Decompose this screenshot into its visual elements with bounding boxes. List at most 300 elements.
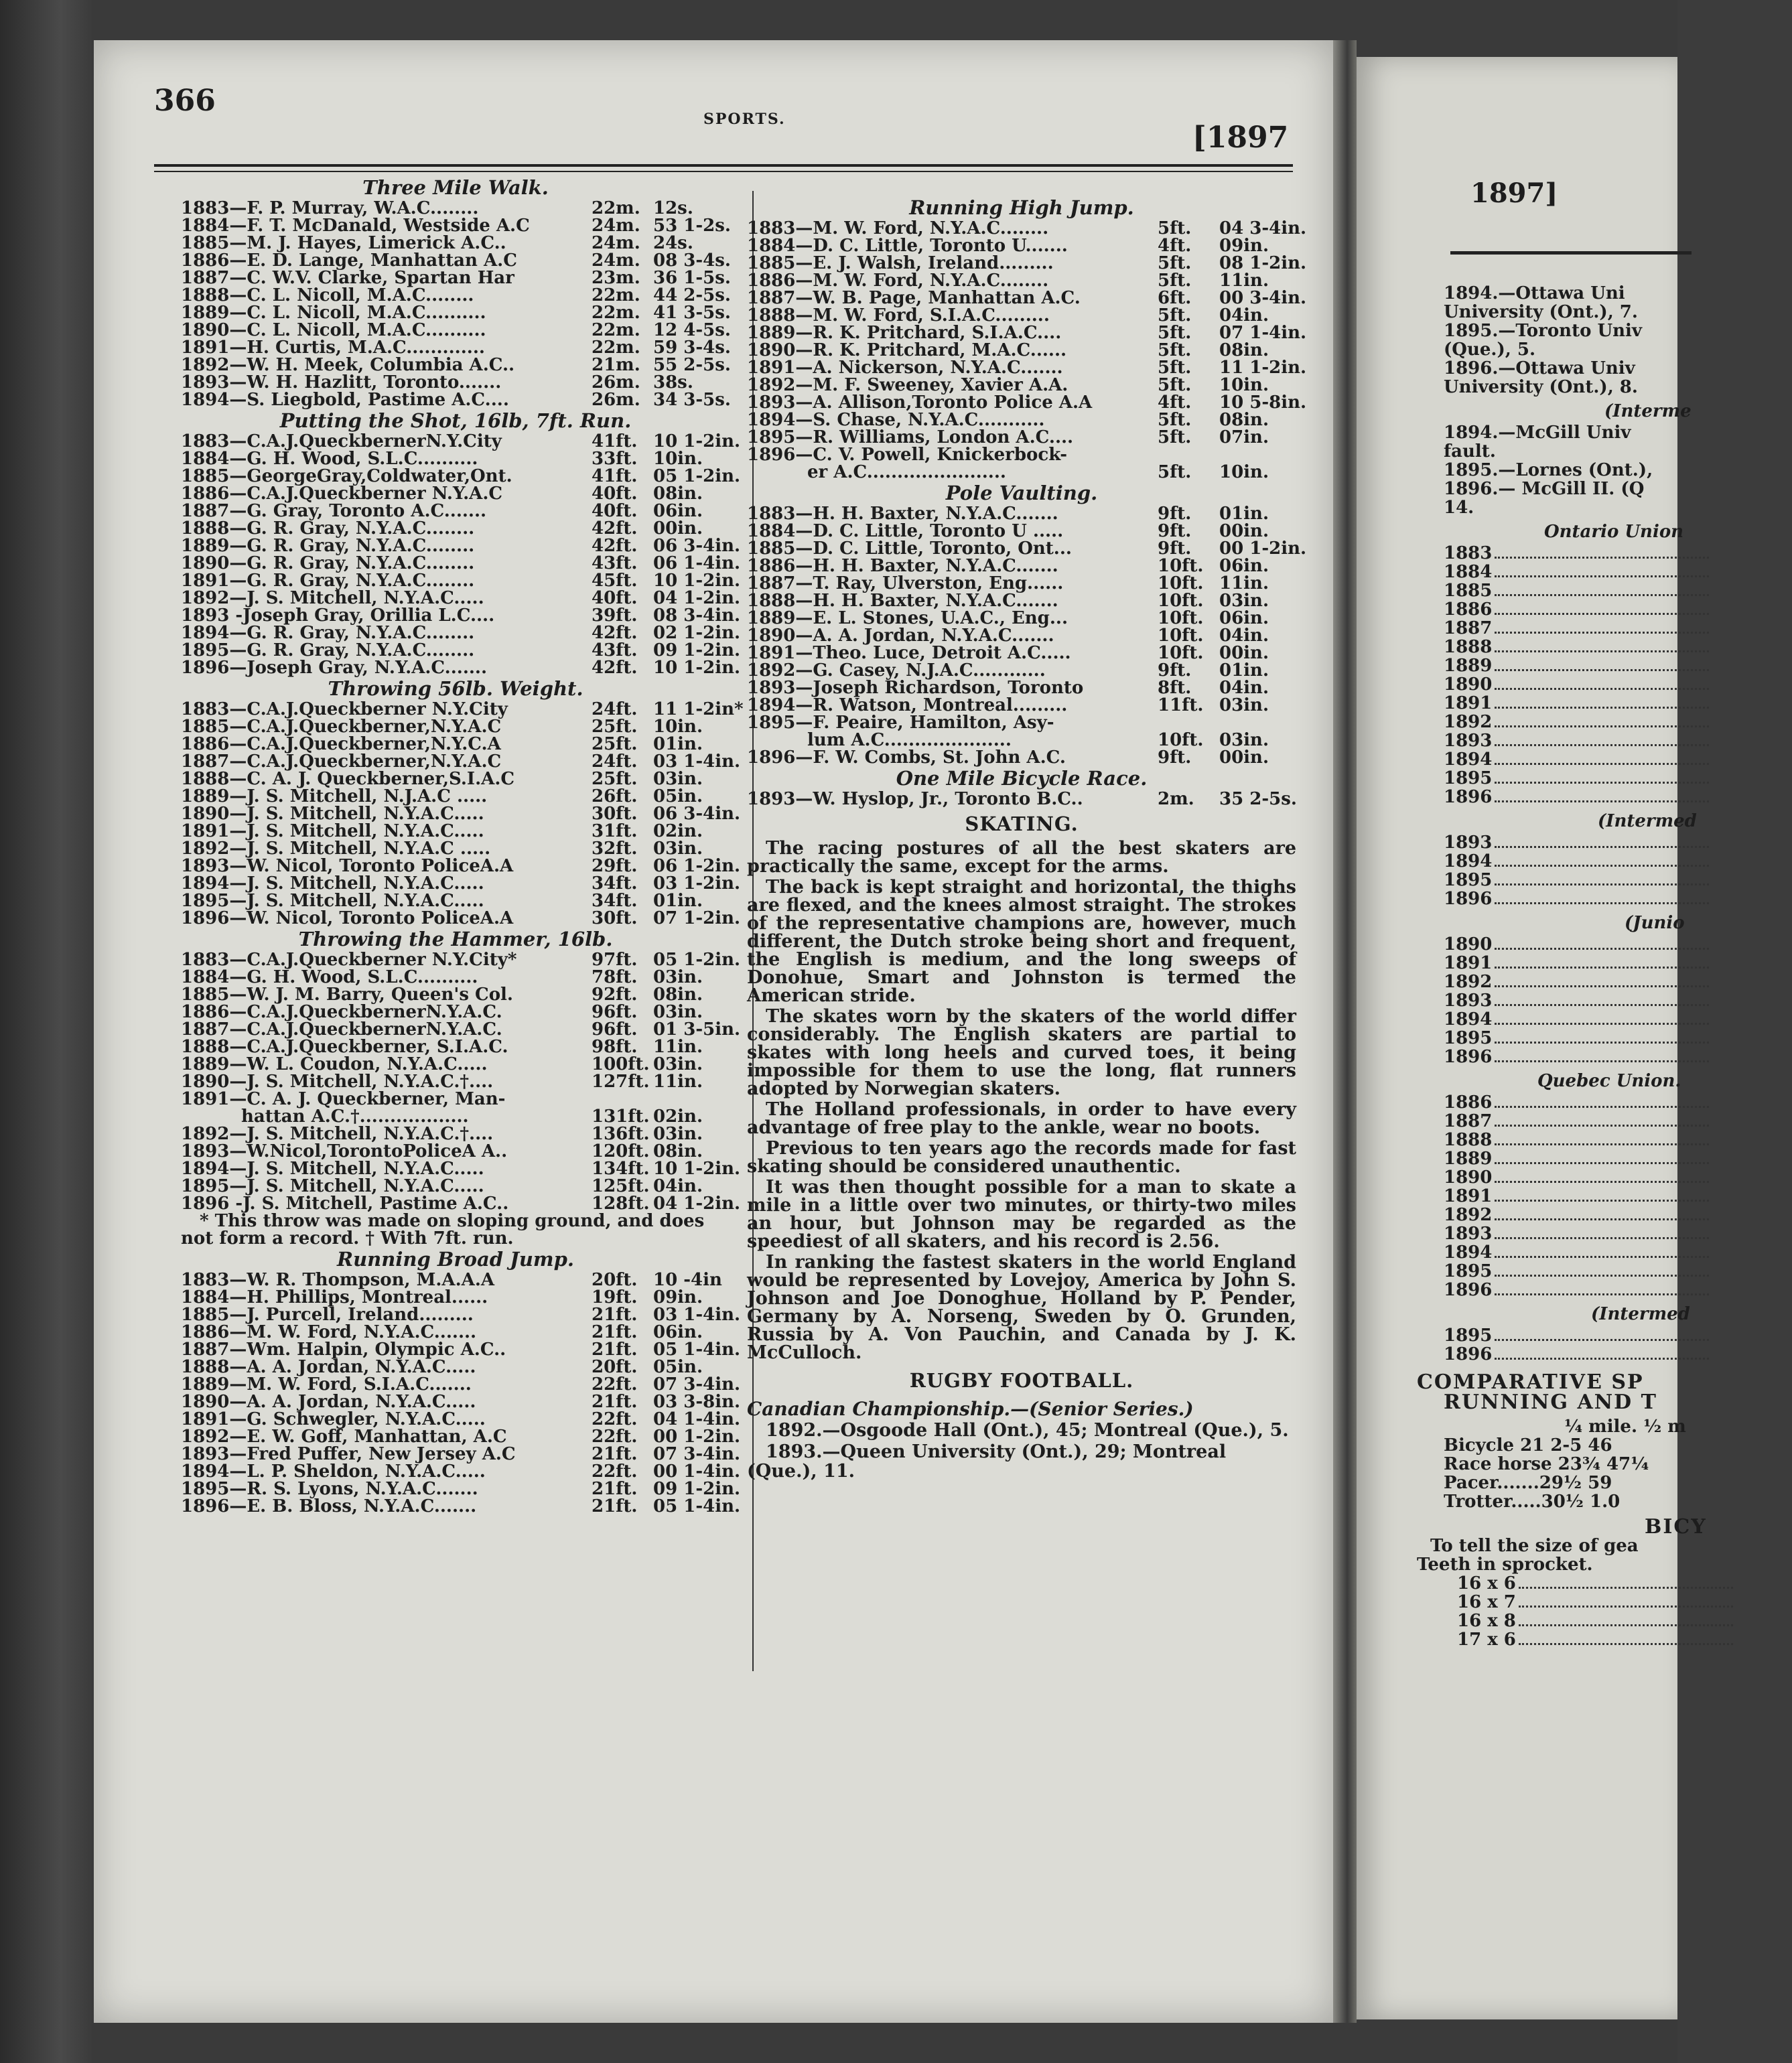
leader-dots: [1519, 1575, 1733, 1589]
record-name: 1885—M. J. Hayes, Limerick A.C..: [181, 233, 506, 253]
year-label: 1894: [1444, 851, 1493, 871]
record-row: [747, 644, 1296, 662]
year-label: 1891: [1444, 693, 1493, 713]
record-mark: 5ft.: [1158, 218, 1192, 238]
record-list: [747, 790, 1296, 808]
record-fraction: 03in.: [1219, 591, 1269, 611]
record-mark: 21ft.: [592, 1496, 638, 1516]
record-name: 1892—J. S. Mitchell, N.Y.A.C.....: [181, 588, 484, 608]
record-name: 1891—G. R. Gray, N.Y.A.C........: [181, 571, 475, 591]
year-label: 1896: [1444, 1047, 1493, 1067]
leader-dots: [1495, 1150, 1709, 1164]
record-fraction: 02in.: [653, 821, 703, 841]
year-label: 1895: [1444, 870, 1493, 890]
leader-dots: [1495, 1225, 1709, 1239]
record-name: 1890—C. L. Nicoll, M.A.C..........: [181, 320, 486, 340]
paragraph: The Holland professionals, in order to have every advantage of free play to the ankle, wear no boots.: [747, 1099, 1296, 1138]
record-fraction: 00in.: [653, 518, 703, 539]
record-fraction: 10 1-2in.: [653, 431, 741, 451]
year-row: [1444, 1113, 1792, 1131]
record-row: [747, 307, 1296, 324]
record-name: 1891—J. S. Mitchell, N.Y.A.C.....: [181, 821, 484, 841]
record-row: [181, 788, 730, 805]
record-row: [747, 610, 1296, 627]
record-row: [747, 218, 1307, 238]
record-name: 1892—J. S. Mitchell, N.Y.A.C.†....: [181, 1124, 494, 1144]
year-label: 1896: [1444, 1344, 1493, 1364]
record-fraction: 11in.: [653, 1072, 703, 1092]
record-row: [181, 840, 730, 857]
year-row: [1444, 657, 1792, 676]
year-row: [1444, 992, 1792, 1011]
record-mark: 24ft.: [592, 752, 638, 772]
gear-list: [1444, 1575, 1792, 1650]
leader-dots: [1495, 1094, 1709, 1108]
record-name: 1883—F. P. Murray, W.A.C........: [181, 198, 479, 218]
year-label: 1892: [1444, 712, 1493, 732]
record-fraction: 06in.: [653, 1322, 703, 1342]
year-row: [1444, 788, 1792, 807]
paragraph: It was then thought possible for a man to skate a mile in a little over two minutes, or thirty-two miles an hour, but Johnson may be regarded as the speediest of all skaters, and his record is 2.56.: [747, 1177, 1296, 1252]
record-fraction: 03in.: [653, 1054, 703, 1074]
section-title: Throwing the Hammer, 16lb.: [298, 928, 613, 950]
year-row: [1444, 1206, 1792, 1225]
record-name: 1896—F. W. Combs, St. John A.C.: [747, 748, 1066, 768]
year-row: [1444, 1048, 1792, 1067]
record-row: [181, 1374, 741, 1395]
leader-dots: [1495, 1188, 1709, 1202]
record-mark: 30ft.: [592, 804, 638, 824]
record-name: 1893—Joseph Richardson, Toronto: [747, 678, 1084, 698]
record-row: [181, 873, 741, 894]
leader-dots: [1495, 1327, 1709, 1341]
record-fraction: 10in.: [653, 449, 703, 469]
leader-dots: [1495, 1281, 1709, 1295]
year-label: 1883: [1444, 543, 1493, 563]
record-name: 1894—J. S. Mitchell, N.Y.A.C.....: [181, 873, 484, 894]
record-row: [181, 1444, 741, 1464]
record-name: 1888—C. A. J. Queckberner,S.I.A.C: [181, 769, 515, 789]
record-row: [181, 1073, 730, 1090]
record-mark: 22m.: [592, 320, 640, 340]
record-mark: 125ft.: [592, 1176, 650, 1196]
record-row: [181, 1143, 730, 1160]
record-fraction: 07 1-4in.: [1219, 323, 1307, 343]
record-fraction: 00 1-4in.: [653, 1462, 741, 1482]
leader-dots: [1519, 1631, 1733, 1645]
year-label: 1896: [1444, 1280, 1493, 1300]
record-row: [181, 1178, 730, 1195]
record-name: 1886—E. D. Lange, Manhattan A.C: [181, 251, 517, 271]
year-list: [1444, 545, 1792, 807]
year-list: [1444, 1327, 1792, 1364]
record-row: [747, 253, 1307, 273]
leader-dots: [1495, 1048, 1709, 1062]
record-mark: 10ft.: [1158, 608, 1204, 628]
section-heading: SKATING.: [965, 812, 1079, 835]
paragraph-list: [747, 839, 1296, 1362]
record-name: 1884—F. T. McDanald, Westside A.C: [181, 216, 530, 236]
record-name: 1892—M. F. Sweeney, Xavier A.A.: [747, 375, 1069, 395]
gear-row: [1444, 1631, 1792, 1650]
record-fraction: 05in.: [653, 786, 703, 806]
gear-ratio: 16 x 7: [1457, 1592, 1516, 1612]
record-mark: 41ft.: [592, 466, 638, 486]
page-year: [1897: [1192, 121, 1289, 155]
text-line: 14.: [1444, 498, 1474, 518]
record-row: [181, 485, 730, 502]
record-mark: [1158, 446, 1219, 464]
record-row: [181, 217, 730, 234]
record-fraction: 36 1-5s.: [653, 268, 731, 288]
record-fraction: 08 1-2in.: [1219, 253, 1307, 273]
record-mark: 127ft.: [592, 1072, 650, 1092]
year-row: [1444, 871, 1792, 890]
record-fraction: 04in.: [653, 1176, 703, 1196]
record-fraction: 06in.: [653, 501, 703, 521]
year-row: [1444, 954, 1792, 973]
leader-dots: [1495, 1131, 1709, 1145]
text-line: University (Ont.), 8.: [1444, 377, 1638, 397]
leader-dots: [1495, 563, 1709, 577]
record-row: [181, 431, 741, 451]
record-row: [181, 234, 730, 252]
record-row: [747, 627, 1296, 644]
record-name: 1894—G. R. Gray, N.Y.A.C........: [181, 623, 475, 643]
record-row: [747, 464, 1296, 481]
record-mark: 29ft.: [592, 856, 638, 876]
text-line: 1894.—Ottawa Uni: [1444, 283, 1625, 303]
record-mark: 21ft.: [592, 1305, 638, 1325]
text-line: Teeth in sprocket.: [1417, 1555, 1593, 1575]
record-mark: 40ft.: [592, 484, 638, 504]
record-name: 1890—R. K. Pritchard, M.A.C......: [747, 340, 1067, 360]
record-name: 1892—G. Casey, N.J.A.C............: [747, 660, 1046, 681]
record-name: 1894—L. P. Sheldon, N.Y.A.C.....: [181, 1462, 486, 1482]
record-mark: 10ft.: [1158, 643, 1204, 663]
section-title: Putting the Shot, 16lb, 7ft. Run.: [279, 409, 632, 432]
record-name: 1885—E. J. Walsh, Ireland.........: [747, 253, 1054, 273]
record-row: [181, 1194, 741, 1214]
record-mark: 21ft.: [592, 1340, 638, 1360]
year-row: [1444, 676, 1792, 695]
record-row: [181, 536, 741, 556]
record-fraction: 04 1-2in.: [653, 588, 741, 608]
record-name: 1885—D. C. Little, Toronto, Ont...: [747, 539, 1072, 559]
record-name: 1886—C.A.J.Queckberner N.Y.A.C: [181, 484, 503, 504]
table-row: Pacer.......29½ 59: [1444, 1473, 1612, 1493]
record-name: 1893—A. Allison,Toronto Police A.A: [747, 393, 1093, 413]
section-title: (Intermed: [1591, 1304, 1690, 1324]
record-row: [181, 1305, 741, 1325]
year-label: 1895: [1444, 1028, 1493, 1048]
year-row: [1444, 1029, 1792, 1048]
record-row: [747, 575, 1296, 592]
gear-row: [1444, 1612, 1792, 1631]
record-fraction: 01in.: [1219, 660, 1269, 681]
record-name: 1896 -J. S. Mitchell, Pastime A.C..: [181, 1194, 509, 1214]
record-fraction: 10 1-2in.: [653, 658, 741, 678]
year-label: 1893: [1444, 991, 1493, 1011]
leader-dots: [1495, 601, 1709, 615]
record-fraction: 00 1-2in.: [1219, 539, 1307, 559]
record-mark: 41ft.: [592, 431, 638, 451]
record-row: [181, 1392, 741, 1412]
record-row: [181, 823, 730, 840]
record-row: [747, 749, 1296, 766]
record-name: 1890—J. S. Mitchell, N.Y.A.C.†....: [181, 1072, 494, 1092]
record-name: 1883—W. R. Thompson, M.A.A.A: [181, 1270, 495, 1290]
record-fraction: 10 1-2in.: [653, 571, 741, 591]
year-list: [1444, 1094, 1792, 1300]
record-name: 1890—J. S. Mitchell, N.Y.A.C.....: [181, 804, 484, 824]
record-mark: 136ft.: [592, 1124, 650, 1144]
record-fraction: 06 3-4in.: [653, 804, 741, 824]
year-label: 1885: [1444, 581, 1493, 601]
record-row: [181, 1427, 741, 1447]
record-name: 1894—S. Liegbold, Pastime A.C....: [181, 390, 509, 410]
year-label: 1892: [1444, 972, 1493, 992]
record-name: 1883—C.A.J.QueckbernerN.Y.City: [181, 431, 502, 451]
record-mark: 5ft.: [1158, 462, 1192, 482]
record-name: 1893—Fred Puffer, New Jersey A.C: [181, 1444, 516, 1464]
record-mark: 40ft.: [592, 501, 638, 521]
record-row: [747, 697, 1296, 714]
record-row: [181, 1462, 741, 1482]
record-row: [181, 304, 730, 322]
record-row: [181, 699, 744, 719]
record-row: [747, 539, 1307, 559]
record-mark: 24m.: [592, 216, 640, 236]
record-row: [181, 1108, 730, 1125]
record-mark: 96ft.: [592, 1019, 638, 1040]
year-label: 1891: [1444, 953, 1493, 973]
record-name: 1893—W. Hyslop, Jr., Toronto B.C..: [747, 789, 1083, 809]
record-fraction: 03in.: [653, 839, 703, 859]
record-row: [181, 374, 730, 391]
year-label: 1886: [1444, 599, 1493, 620]
record-mark: 22m.: [592, 198, 640, 218]
section-title: Quebec Union.: [1537, 1071, 1681, 1091]
year-label: 1890: [1444, 1167, 1493, 1188]
section-title: Pole Vaulting.: [945, 482, 1098, 504]
page-title: SPORTS.: [703, 111, 786, 128]
record-row: [747, 679, 1296, 697]
record-name: 1888—H. H. Baxter, N.Y.A.C.......: [747, 591, 1058, 611]
year-list: [1444, 834, 1792, 909]
leader-dots: [1495, 954, 1709, 969]
year-row: [1444, 853, 1792, 871]
record-row: [181, 1003, 730, 1021]
record-fraction: 03in.: [653, 769, 703, 789]
record-row: [181, 322, 730, 339]
record-mark: 10ft.: [1158, 626, 1204, 646]
record-mark: 9ft.: [1158, 504, 1192, 524]
record-fraction: 38s.: [653, 372, 693, 393]
record-row: [747, 288, 1307, 308]
year-row: [1444, 936, 1792, 954]
record-fraction: 00in.: [1219, 521, 1269, 541]
record-mark: 34ft.: [592, 891, 638, 911]
record-mark: 21m.: [592, 355, 640, 375]
year-row: [1444, 1150, 1792, 1169]
record-fraction: 06in.: [1219, 556, 1269, 576]
text-line: fault.: [1444, 441, 1496, 461]
record-mark: 96ft.: [592, 1002, 638, 1022]
record-row: [181, 391, 730, 409]
record-row: [181, 1324, 730, 1341]
record-mark: 26m.: [592, 390, 640, 410]
record-row: [181, 571, 741, 591]
year-label: 1888: [1444, 637, 1493, 657]
record-fraction: 44 2-5s.: [653, 285, 731, 305]
record-mark: 22ft.: [592, 1462, 638, 1482]
record-fraction: 00 1-2in.: [653, 1427, 741, 1447]
record-name: 1884—H. Phillips, Montreal......: [181, 1287, 488, 1307]
record-mark: 92ft.: [592, 985, 638, 1005]
record-mark: 5ft.: [1158, 305, 1192, 326]
record-mark: 22ft.: [592, 1409, 638, 1429]
section-title: Throwing 56lb. Weight.: [328, 677, 583, 700]
record-fraction: 53 1-2s.: [653, 216, 731, 236]
year-label: 1893: [1444, 731, 1493, 751]
leader-dots: [1495, 1206, 1709, 1220]
record-mark: 42ft.: [592, 623, 638, 643]
record-mark: 22ft.: [592, 1427, 638, 1447]
record-row: [181, 770, 730, 788]
record-fraction: 06 1-4in.: [653, 553, 741, 573]
record-name: 1886—C.A.J.Queckberner,N.Y.C.A: [181, 734, 501, 754]
text-line: 1895.—Lornes (Ont.),: [1444, 460, 1653, 480]
record-name: 1889—M. W. Ford, S.I.A.C.......: [181, 1374, 472, 1395]
record-name: 1886—H. H. Baxter, N.Y.A.C.......: [747, 556, 1058, 576]
record-mark: 20ft.: [592, 1357, 638, 1377]
leader-dots: [1495, 545, 1709, 559]
record-row: [747, 446, 1296, 464]
record-fraction: 12s.: [653, 198, 693, 218]
record-row: [747, 522, 1296, 540]
record-fraction: 02in.: [653, 1107, 703, 1127]
record-fraction: 06 1-2in.: [653, 856, 741, 876]
comparative-subheading: RUNNING AND T: [1444, 1391, 1657, 1414]
record-row: [181, 1289, 730, 1306]
record-name: 1888—C.A.J.Queckberner, S.I.A.C.: [181, 1037, 508, 1057]
gear-row: [1444, 1575, 1792, 1593]
record-fraction: 04 1-2in.: [653, 1194, 741, 1214]
year-row: [1444, 695, 1792, 713]
right-header-rule: [1450, 251, 1692, 259]
year-row: [1444, 1281, 1792, 1300]
record-row: [747, 790, 1296, 808]
record-fraction: 10in.: [653, 717, 703, 737]
record-fraction: 04 1-4in.: [653, 1409, 741, 1429]
record-mark: 128ft.: [592, 1194, 650, 1214]
record-mark: 19ft.: [592, 1287, 638, 1307]
paragraph: In ranking the fastest skaters in the world England would be represented by Lovejoy, America by John S. Johnson and Joe Donoghue, Holland by P. Pender, Germany by A. Norseng, Sweden by O. Grunden, Russia by A. Von Pauchin, and Canada by J. K. McCulloch.: [747, 1252, 1296, 1363]
record-name: 1890—A. A. Jordan, N.Y.A.C.......: [747, 626, 1054, 646]
record-row: [181, 520, 730, 537]
record-fraction: 07 3-4in.: [653, 1444, 741, 1464]
record-name: 1886—C.A.J.QueckbernerN.Y.A.C.: [181, 1002, 502, 1022]
year-label: 1894: [1444, 1242, 1493, 1263]
text-line: 1895.—Toronto Univ: [1444, 321, 1643, 341]
record-row: [181, 1496, 741, 1516]
record-fraction: 09 1-2in.: [653, 640, 741, 660]
record-row: [747, 342, 1296, 359]
record-fraction: [1219, 446, 1296, 464]
record-mark: 45ft.: [592, 571, 638, 591]
record-name: 1886—M. W. Ford, N.Y.A.C.......: [181, 1322, 477, 1342]
right-page-text: [1417, 283, 1792, 1650]
record-list: [181, 1270, 741, 1516]
year-row: [1444, 732, 1792, 751]
record-fraction: 00 3-4in.: [1219, 288, 1307, 308]
record-mark: [592, 1090, 653, 1108]
record-mark: 8ft.: [1158, 678, 1192, 698]
year-label: 1889: [1444, 656, 1493, 676]
table-row: Race horse 23¾ 47¼: [1444, 1454, 1649, 1474]
text-line: 1896.— McGill II. (Q: [1444, 479, 1645, 499]
year-label: 1895: [1444, 1326, 1493, 1346]
record-fraction: 03in.: [1219, 730, 1269, 750]
year-row: [1444, 751, 1792, 770]
record-list: [181, 950, 741, 1214]
record-name: 1885—J. Purcell, Ireland.........: [181, 1305, 474, 1325]
table-header: ¼ mile. ½ m: [1564, 1417, 1686, 1437]
paragraph: The skates worn by the skaters of the world differ considerably. The English skaters are partial to skates with long heels and curved toes, it being impossible for them to use the long, flat runners adopted by Norwegian skaters.: [747, 1006, 1296, 1099]
record-fraction: 07 1-2in.: [653, 908, 741, 928]
section-title: (Interme: [1604, 401, 1692, 421]
record-mark: 10ft.: [1158, 556, 1204, 576]
year-row: [1444, 890, 1792, 909]
record-mark: 5ft.: [1158, 358, 1192, 378]
record-name: er A.C.......................: [807, 462, 1006, 482]
year-row: [1444, 620, 1792, 638]
record-fraction: 09 1-2in.: [653, 1479, 741, 1499]
record-row: [181, 969, 730, 986]
record-mark: 42ft.: [592, 518, 638, 539]
record-mark: 9ft.: [1158, 748, 1192, 768]
record-name: 1883—M. W. Ford, N.Y.A.C........: [747, 218, 1049, 238]
record-mark: 4ft.: [1158, 393, 1192, 413]
record-row: [181, 450, 730, 468]
record-mark: 131ft.: [592, 1107, 650, 1127]
record-mark: 21ft.: [592, 1479, 638, 1499]
record-name: 1887—C. W.V. Clarke, Spartan Har: [181, 268, 514, 288]
year-label: 1888: [1444, 1130, 1493, 1150]
record-row: [181, 200, 730, 217]
record-name: 1890—A. A. Jordan, N.Y.A.C.....: [181, 1392, 476, 1412]
leader-dots: [1495, 871, 1709, 885]
record-mark: 42ft.: [592, 536, 638, 556]
record-row: [181, 1271, 730, 1289]
leader-dots: [1495, 992, 1709, 1006]
record-mark: 22m.: [592, 285, 640, 305]
record-fraction: 10in.: [1219, 462, 1269, 482]
championship-lead: Canadian Championship.—(Senior Series.): [747, 1398, 1194, 1420]
record-row: [181, 588, 741, 608]
record-mark: 100ft.: [592, 1054, 650, 1074]
record-fraction: 01in.: [653, 891, 703, 911]
record-row: [747, 429, 1296, 446]
record-fraction: 11in.: [653, 1037, 703, 1057]
result-line: 1892.—Osgoode Hall (Ont.), 45; Montreal (Que.), 5.: [766, 1420, 1289, 1441]
record-name: 1893—W.Nicol,TorontoPoliceA A..: [181, 1141, 508, 1161]
record-mark: 31ft.: [592, 821, 638, 841]
leader-dots: [1495, 834, 1709, 848]
leader-dots: [1495, 676, 1709, 690]
record-row: [747, 714, 1296, 731]
